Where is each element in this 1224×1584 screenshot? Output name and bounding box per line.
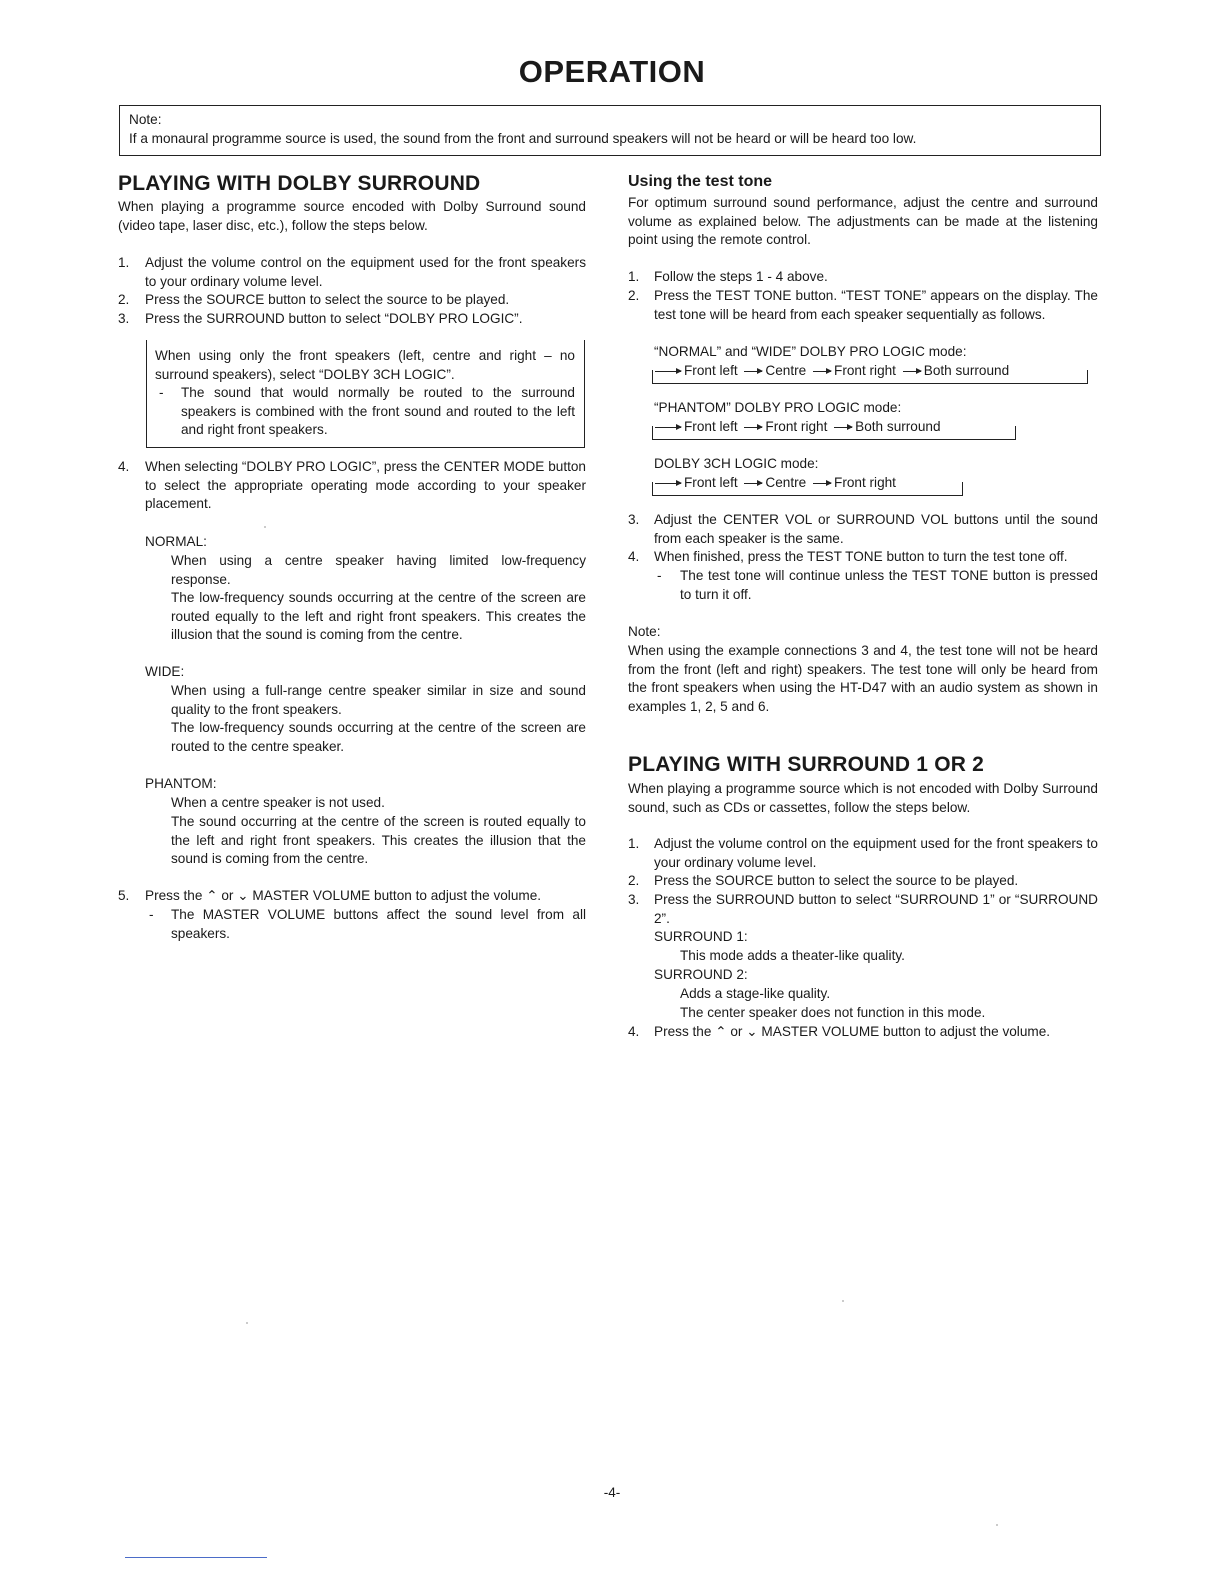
dolby-intro: When playing a programme source encoded with Dolby Surround sound (video tape, laser disc, etc.), follow the steps below. bbox=[118, 199, 586, 233]
note-text: If a monaural programme source is used, the sound from the front and surround speakers will not be heard or will be heard too low. bbox=[129, 131, 917, 146]
step-number: 2. bbox=[628, 288, 640, 303]
mode-normal-line-1: When using a centre speaker having limited low-frequency response. bbox=[171, 553, 586, 587]
tone-note-text: When using the example connections 3 and 4, the test tone will not be heard from the front (left and right) speakers. The test tone will only be heard from the front speakers when using the HT-D47 with an audio system as shown in examples 1, 2, 5 and 6. bbox=[628, 643, 1098, 714]
dolby-step-3: Press the SURROUND button to select “DOLBY PRO LOGIC”. bbox=[145, 311, 523, 326]
step-number: 2. bbox=[628, 873, 640, 888]
test-tone-intro: For optimum surround sound performance, adjust the centre and surround volume as explained below. The adjustments can be made at the listening point using the remote control. bbox=[628, 195, 1098, 248]
scan-speck bbox=[264, 526, 266, 528]
mode-wide-line-2: The low-frequency sounds occurring at the centre of the screen are routed to the centre speaker. bbox=[171, 720, 586, 754]
surround-step-3: Press the SURROUND button to select “SURROUND 1” or “SURROUND 2”. bbox=[654, 892, 1098, 926]
volume-down-icon: ⌄ bbox=[237, 888, 249, 903]
surround-1-label: SURROUND 1: bbox=[654, 929, 748, 944]
sequence-flow: Front left Centre Front right Both surround bbox=[652, 362, 1009, 380]
mode-phantom-line-2: The sound occurring at the centre of the screen is routed equally to the left and right front speakers. This creates the illusion that the sound is coming from the centre. bbox=[171, 814, 586, 867]
box-text: When using only the front speakers (left, centre and right – no surround speakers), select “DOLBY 3CH LOGIC”. bbox=[155, 348, 575, 382]
sequence-title: “NORMAL” and “WIDE” DOLBY PRO LOGIC mode: bbox=[654, 344, 967, 359]
scan-speck bbox=[996, 1524, 998, 1526]
step-number: 2. bbox=[118, 292, 130, 307]
dolby-3ch-box bbox=[146, 340, 585, 448]
step-number: 4. bbox=[628, 1024, 640, 1039]
step-number: 1. bbox=[628, 269, 640, 284]
mode-label-normal: NORMAL: bbox=[145, 534, 207, 549]
sequence-title: DOLBY 3CH LOGIC mode: bbox=[654, 456, 819, 471]
sequence-flow: Front left Front right Both surround bbox=[652, 418, 941, 436]
surround-heading: PLAYING WITH SURROUND 1 OR 2 bbox=[628, 753, 985, 776]
volume-up-icon: ⌃ bbox=[206, 888, 218, 903]
note-label: Note: bbox=[129, 112, 162, 127]
loop-line bbox=[652, 482, 963, 496]
surround-1-text: This mode adds a theater-like quality. bbox=[680, 948, 905, 963]
page-title: OPERATION bbox=[518, 54, 706, 89]
volume-down-icon: ⌄ bbox=[746, 1024, 758, 1039]
step-number: 4. bbox=[628, 549, 640, 564]
surround-2-text: Adds a stage-like quality. bbox=[680, 986, 831, 1001]
volume-up-icon: ⌃ bbox=[715, 1024, 727, 1039]
tone-step-2: Press the TEST TONE button. “TEST TONE” appears on the display. The test tone will be heard from each speaker sequentially as follows. bbox=[654, 288, 1098, 322]
footer-link-line bbox=[125, 1557, 267, 1558]
dolby-step-1: Adjust the volume control on the equipment used for the front speakers to your ordinary volume level. bbox=[145, 255, 586, 289]
step-number: 3. bbox=[118, 311, 130, 326]
tone-step-4: When finished, press the TEST TONE button to turn the test tone off. bbox=[654, 549, 1068, 564]
box-bullet: The sound that would normally be routed to the surround speakers is combined with the front sound and routed to the left and right front speakers. bbox=[181, 385, 575, 438]
surround-step-4: Press the ⌃ or ⌄ MASTER VOLUME button to adjust the volume. bbox=[654, 1024, 1051, 1039]
mode-label-wide: WIDE: bbox=[145, 664, 185, 679]
mode-phantom-line-1: When a centre speaker is not used. bbox=[171, 795, 385, 810]
step-number: 4. bbox=[118, 459, 130, 474]
note-label: Note: bbox=[628, 624, 661, 639]
mode-label-phantom: PHANTOM: bbox=[145, 776, 217, 791]
step-number: 5. bbox=[118, 888, 130, 903]
scan-speck bbox=[842, 1300, 844, 1302]
surround-step-2: Press the SOURCE button to select the source to be played. bbox=[654, 873, 1019, 888]
sequence-title: “PHANTOM” DOLBY PRO LOGIC mode: bbox=[654, 400, 902, 415]
mode-normal-line-2: The low-frequency sounds occurring at the centre of the screen are routed equally to the left and right front speakers. This creates the illusion that the sound is coming from the centre. bbox=[171, 590, 586, 643]
step-5-bullet: The MASTER VOLUME buttons affect the sound level from all speakers. bbox=[171, 907, 586, 941]
loop-line bbox=[652, 370, 1088, 384]
bullet-dash: - bbox=[149, 907, 154, 922]
surround-2-label: SURROUND 2: bbox=[654, 967, 748, 982]
dolby-step-2: Press the SOURCE button to select the source to be played. bbox=[145, 292, 510, 307]
tone-step-1: Follow the steps 1 - 4 above. bbox=[654, 269, 828, 284]
bullet-dash: - bbox=[159, 385, 164, 400]
sequence-flow: Front left Centre Front right bbox=[652, 474, 896, 492]
step-number: 1. bbox=[118, 255, 130, 270]
step-number: 3. bbox=[628, 512, 640, 527]
dolby-step-5: Press the ⌃ or ⌄ MASTER VOLUME button to adjust the volume. bbox=[145, 888, 542, 903]
mode-wide-line-1: When using a full-range centre speaker similar in size and sound quality to the front speakers. bbox=[171, 683, 586, 717]
tone-step-3: Adjust the CENTER VOL or SURROUND VOL buttons until the sound from each speaker is the same. bbox=[654, 512, 1098, 546]
dolby-heading: PLAYING WITH DOLBY SURROUND bbox=[118, 172, 481, 195]
bullet-dash: - bbox=[657, 568, 662, 583]
surround-step-1: Adjust the volume control on the equipment used for the front speakers to your ordinary volume level. bbox=[654, 836, 1098, 870]
surround-2-note: The center speaker does not function in this mode. bbox=[680, 1005, 986, 1020]
tone-step-4-bullet: The test tone will continue unless the TEST TONE button is pressed to turn it off. bbox=[680, 568, 1098, 602]
note-box bbox=[119, 105, 1101, 156]
test-tone-heading: Using the test tone bbox=[628, 173, 773, 190]
surround-intro: When playing a programme source which is not encoded with Dolby Surround sound, such as CDs or cassettes, follow the steps below. bbox=[628, 781, 1098, 815]
loop-line bbox=[652, 426, 1016, 440]
scan-speck bbox=[246, 1322, 248, 1324]
step-number: 3. bbox=[628, 892, 640, 907]
step-number: 1. bbox=[628, 836, 640, 851]
page-number: -4- bbox=[603, 1485, 621, 1500]
dolby-step-4: When selecting “DOLBY PRO LOGIC”, press the CENTER MODE button to select the appropriate operating mode according to your speaker placement. bbox=[145, 459, 586, 512]
